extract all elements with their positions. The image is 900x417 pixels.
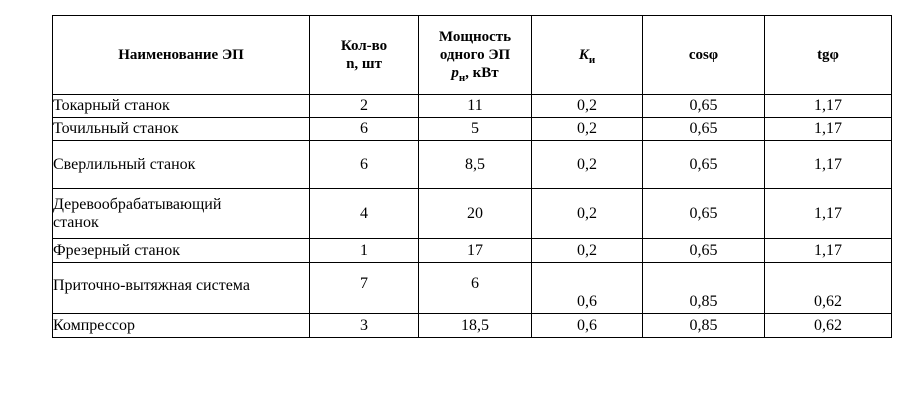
header-count: Кол-во n, шт [310, 16, 419, 95]
cell-cos: 0,65 [643, 95, 765, 118]
cell-ki: 0,6 [532, 314, 643, 338]
cell-count: 2 [310, 95, 419, 118]
cell-tg: 1,17 [765, 239, 892, 263]
cell-tg: 0,62 [765, 314, 892, 338]
cell-name: Точильный станок [53, 118, 310, 141]
cell-name: Фрезерный станок [53, 239, 310, 263]
table-row [53, 239, 892, 263]
cell-name: Сверлильный станок [53, 141, 310, 189]
cell-cos: 0,65 [643, 141, 765, 189]
header-tg: tgφ [765, 16, 892, 95]
cell-ki: 0,2 [532, 118, 643, 141]
cell-cos: 0,65 [643, 239, 765, 263]
cell-count: 6 [310, 118, 419, 141]
table-row [53, 189, 892, 239]
cell-cos: 0,65 [643, 189, 765, 239]
cell-power: 17 [419, 239, 532, 263]
table-row [53, 118, 892, 141]
cell-cos: 0,85 [643, 263, 765, 314]
cell-power: 20 [419, 189, 532, 239]
table-row [53, 314, 892, 338]
table-row [53, 263, 892, 314]
cell-power: 8,5 [419, 141, 532, 189]
cell-count: 6 [310, 141, 419, 189]
header-cos: cosφ [643, 16, 765, 95]
header-row [53, 16, 892, 95]
cell-power: 5 [419, 118, 532, 141]
cell-tg: 1,17 [765, 141, 892, 189]
cell-name: Компрессор [53, 314, 310, 338]
cell-power: 18,5 [419, 314, 532, 338]
cell-tg: 0,62 [765, 263, 892, 314]
cell-tg: 1,17 [765, 95, 892, 118]
cell-ki: 0,2 [532, 189, 643, 239]
table-row [53, 95, 892, 118]
header-power: Мощность одного ЭП $p_н$, кВт [419, 16, 532, 95]
cell-tg: 1,17 [765, 189, 892, 239]
cell-cos: 0,65 [643, 118, 765, 141]
cell-count: 7 [310, 263, 419, 314]
cell-name: Приточно-вытяжная система [53, 263, 310, 314]
cell-name: Токарный станок [53, 95, 310, 118]
cell-count: 1 [310, 239, 419, 263]
equipment-table [52, 15, 892, 338]
cell-count: 4 [310, 189, 419, 239]
header-ki: $K_и$ [532, 16, 643, 95]
cell-ki: 0,2 [532, 239, 643, 263]
cell-power: 11 [419, 95, 532, 118]
cell-tg: 1,17 [765, 118, 892, 141]
cell-ki: 0,6 [532, 263, 643, 314]
cell-ki: 0,2 [532, 141, 643, 189]
table-row [53, 141, 892, 189]
cell-name: Деревообрабатывающий станок [53, 189, 310, 239]
cell-ki: 0,2 [532, 95, 643, 118]
cell-cos: 0,85 [643, 314, 765, 338]
cell-count: 3 [310, 314, 419, 338]
header-name: Наименование ЭП [53, 16, 310, 95]
cell-power: 6 [419, 263, 532, 314]
